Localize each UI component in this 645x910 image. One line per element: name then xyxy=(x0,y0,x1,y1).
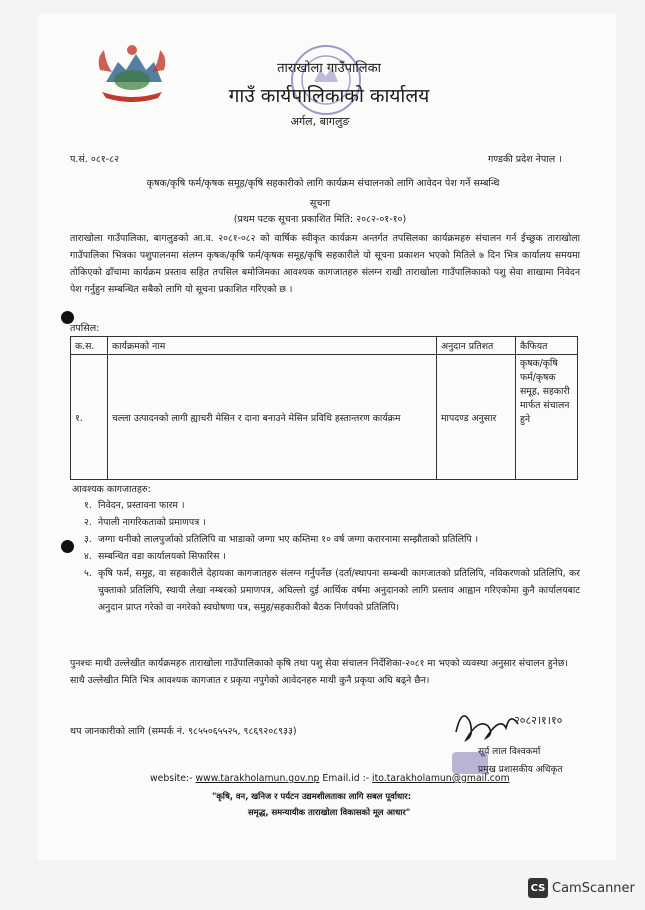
details-label: तपसिल: xyxy=(70,323,100,334)
website-link[interactable]: www.tarakholamun.gov.np xyxy=(195,773,320,784)
nepal-emblem-icon xyxy=(92,40,172,106)
municipality-name: ताराखोला गाउँपालिका xyxy=(277,61,381,76)
postscript: पुनश्चः माथी उल्लेखीत कार्यक्रमहरु ताराखोला गाउँपालिकाको कृषि तथा पशु सेवा संचालन निर्देशिका-२०८१ मा भएको व्यवस्था अनुसार संचालन हुनेछ। साथै उल्लेखीत मिति भित्र आवश्यक कागजात र प्रकृया नपुगेको आवेदनहरु माथी कुनै प्रकृया अघि बढ्ने छैन। xyxy=(70,658,568,686)
documents-list xyxy=(84,497,580,616)
signature-icon xyxy=(448,700,568,750)
list-item-text: सम्बन्धित वडा कार्यालयको सिफारिस । xyxy=(98,551,226,562)
list-item-number: ४. xyxy=(84,551,92,562)
notice-body: ताराखोला गाउँपालिका, बागलुङको आ.व. २०८१-०८२ को वार्षिक स्वीकृत कार्यक्रम अन्तर्गत तपसिलका कार्यक्रमहरु संचालन गर्न ईच्छुक ताराखोला गाउँपालिका भित्रका पशुपालनमा संलग्न कृषक/कृषि फर्म/कृषक समूह/कृषि सहकारीले यो सूचना प्रकाशन भएको मितिले ७ दिन भित्र कार्यालय समयमा तोकिएको ढाँचामा कार्यक्रम प्रस्ताव सहित तपसिल बमोजिमका आवश्यक कागजातहरु संलग्न राखी ताराखोला गाउँपालिकाको पशु सेवा शाखामा निवेदन पेश गर्नुहुन सम्बन्धित सबैको लागि यो सूचना प्रकाशित गरिएको छ । xyxy=(70,233,580,295)
list-item xyxy=(84,531,580,548)
motto-line-1: "कृषि, वन, खनिज र पर्यटन उद्यमशीलताका लागि सबल पूर्वाधार: xyxy=(212,791,412,801)
list-item-number: २. xyxy=(84,517,92,528)
publication-date: (प्रथम पटक सूचना प्रकाशित मिति: २०८२-०१-१०) xyxy=(233,214,407,225)
footer-contact-line xyxy=(150,773,510,784)
documents-heading: आवश्यक कागजातहरु: xyxy=(72,484,151,495)
list-item xyxy=(84,548,580,565)
list-item-text: जग्गा धनीको लालपुर्जाको प्रतिलिपि वा भाडाको जग्गा भए कम्तिमा १० वर्ष जग्गा करारनामा सम्झौताको प्रतिलिपि । xyxy=(98,534,479,545)
table-row xyxy=(71,355,578,480)
contact-info: थप जानकारीको लागि (सम्पर्क नं. ९८५५०६५५२५, ९८६९२०८९३३) xyxy=(70,726,297,737)
office-name: गाउँ कार्यपालिकाको कार्यालय xyxy=(228,85,430,107)
table-header-row xyxy=(71,337,578,355)
list-item-text: निवेदन, प्रस्तावना फारम । xyxy=(98,500,185,511)
signatory-designation: प्रमुख प्रशासकीय अधिकृत xyxy=(478,765,563,775)
table-cell-program-name: चल्ला उत्पादनको लागी ह्याचरी मेसिन र दाना बनाउने मेसिन प्रविधि हस्तान्तरण कार्यक्रम xyxy=(108,355,437,480)
motto-line-2: समृद्ध, समन्यायीक ताराखोला विकासको मूल आधार" xyxy=(248,807,411,817)
column-header: अनुदान प्रतिशत xyxy=(437,337,516,355)
column-header: क.स. xyxy=(71,337,108,355)
program-table xyxy=(70,336,578,480)
province-name: गण्डकी प्रदेश नेपाल । xyxy=(488,154,562,165)
column-header: कैफियत xyxy=(516,337,578,355)
notice-title: सूचना xyxy=(309,198,331,209)
list-item-number: ५. xyxy=(84,568,92,579)
list-item xyxy=(84,514,580,531)
signature-date: २०८२।१।१० xyxy=(514,714,563,727)
table-cell-sn: १. xyxy=(71,355,108,480)
signatory-name: सूर्य लाल विश्वकर्मा xyxy=(478,747,541,757)
list-item-number: ३. xyxy=(84,534,92,545)
list-item-number: १. xyxy=(84,500,92,511)
camscanner-label: CamScanner xyxy=(552,880,635,896)
email-link[interactable]: ito.tarakholamun@gmail.com xyxy=(372,773,510,784)
list-item xyxy=(84,565,580,616)
notice-subject: कृषक/कृषि फर्म/कृषक समूह/कृषि सहकारीको लागि कार्यक्रम संचालनको लागि आवेदन पेश गर्ने सम्बन्धि xyxy=(146,178,500,189)
reference-number: प.सं. ०८१-८२ xyxy=(70,154,120,165)
camscanner-logo-icon: CS xyxy=(528,878,548,898)
website-label: website:- xyxy=(150,773,193,784)
list-item xyxy=(84,497,580,514)
list-item-text: नेपाली नागरिकताको प्रमाणपत्र । xyxy=(98,517,206,528)
punch-hole-mark xyxy=(61,540,74,553)
table-cell-remark: कृषक/कृषि फर्म/कृषक समूह, सहकारी मार्फत संचालन हुने xyxy=(516,355,578,480)
office-address: अर्गल, बागलुङ xyxy=(290,115,350,128)
list-item-text: कृषि फर्म, समुह, वा सहकारीले देहायका कागजातहरु संलग्न गर्नुपर्नेछ (दर्ता/स्थापना सम्बन्धी कागजातको प्रतिलिपि, नविकरणको प्रतिलिपि, कर चुक्ताको प्रतिलिपि, स्थायी लेखा नम्बरको प्रमाणपत्र, अघिल्लो दुई आर्थिक वर्षमा अनुदानको लागि प्रस्ताव आह्वान गरिएकोमा कुनै कार्यालयबाट अनुदान प्राप्त गरेको वा नगरेको स्वघोषणा पत्र, समुह/सहकारीको बैठक निर्णयको प्रतिलिपि। xyxy=(98,568,580,613)
email-label: Email.id :- xyxy=(322,773,370,784)
camscanner-watermark xyxy=(528,878,635,898)
column-header: कार्यक्रमको नाम xyxy=(108,337,437,355)
table-cell-grant: मापदण्ड अनुसार xyxy=(437,355,516,480)
